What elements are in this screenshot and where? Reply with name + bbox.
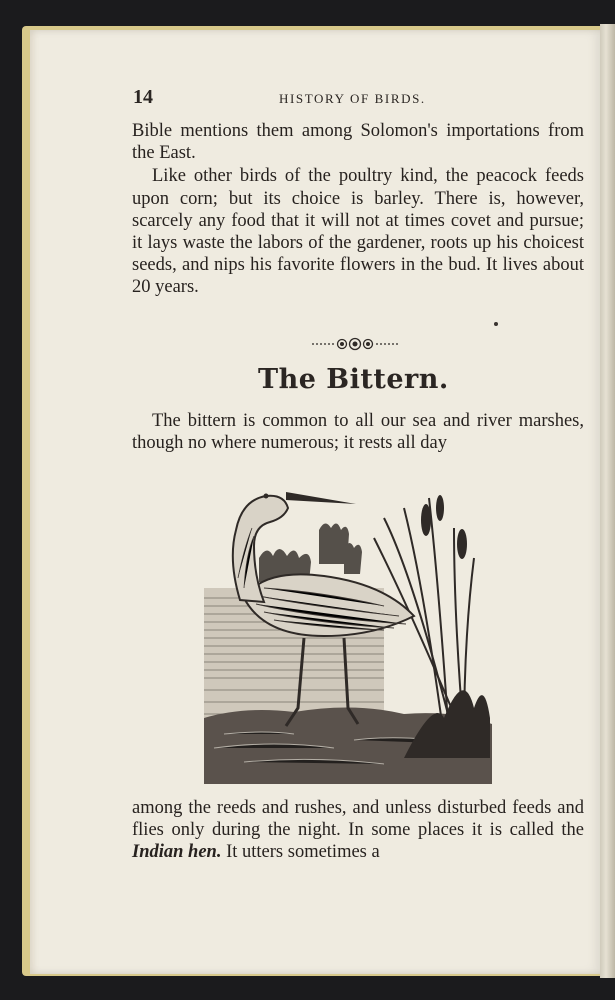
- paragraph-continued: Bible mentions them among Solomon's importations from the East.: [132, 121, 584, 164]
- ornament-divider: [310, 336, 400, 352]
- bottom-text-block: [132, 797, 584, 864]
- paragraph-bittern-habits: [132, 797, 584, 864]
- page-header: [133, 86, 573, 108]
- text-segment: among the reeds and rushes, and unless disturbed feeds and flies only during the night. In some places it is called the: [132, 798, 584, 841]
- top-text-block: [132, 120, 584, 299]
- page-number: 14: [133, 86, 153, 108]
- facing-page-edge: [600, 24, 615, 978]
- text-segment: It utters sometimes a: [221, 842, 380, 863]
- emphasized-name: Indian hen.: [132, 842, 222, 863]
- section-intro-block: [132, 410, 584, 454]
- running-head: HISTORY OF BIRDS.: [279, 91, 426, 106]
- bittern-woodcut-illustration: [204, 478, 492, 784]
- ink-speck: [494, 322, 498, 326]
- paragraph-peacock: Like other birds of the poultry kind, the peacock feeds upon corn; but its choice is barley. There is, however, scarcely any food that it will not at times covet and pursue; it lays waste the labors of the gardener, roots up his choicest seeds, and nips his favorite flowers in the bud. It lives about 20 years.: [132, 166, 584, 298]
- section-title: The Bittern.: [258, 364, 449, 395]
- paragraph-bittern-intro: The bittern is common to all our sea and river marshes, though no where numerous; it rests all day: [132, 411, 584, 454]
